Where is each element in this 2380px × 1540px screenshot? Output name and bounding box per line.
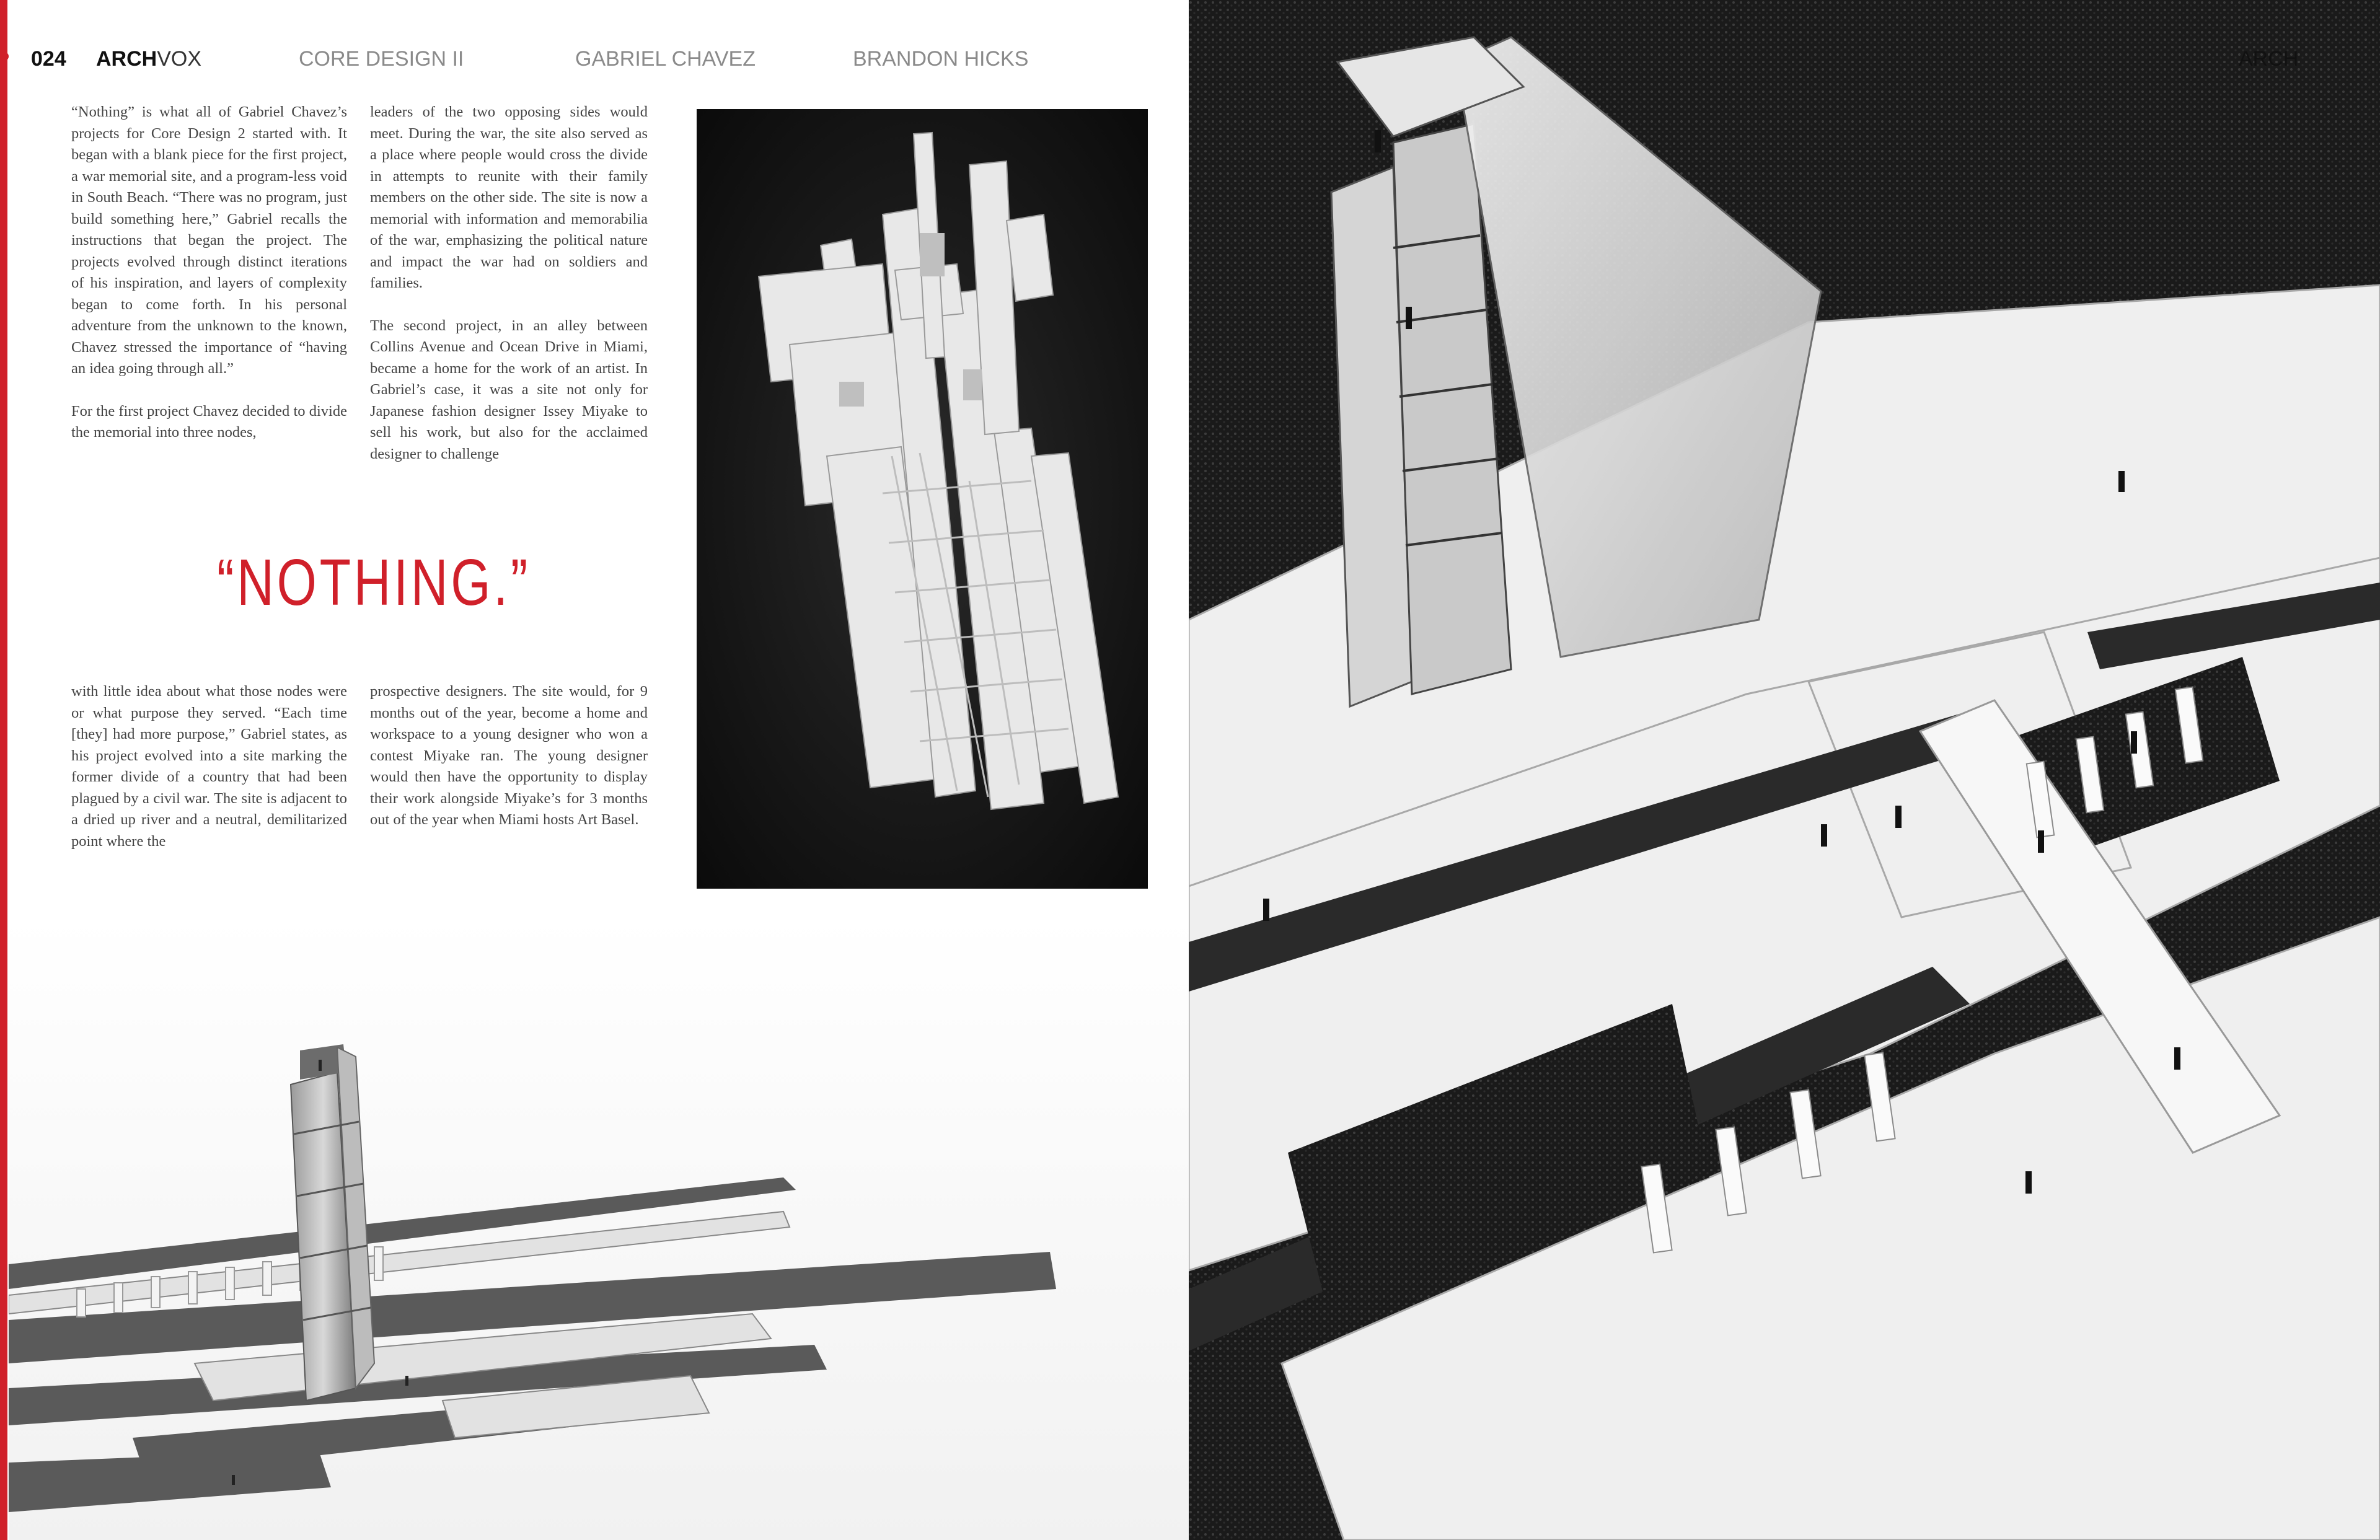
magazine-logo: [96, 45, 201, 73]
paragraph: For the first project Chavez decided to divide the memorial into three nodes,: [71, 402, 347, 441]
page-number: 024: [31, 46, 66, 71]
paragraph: leaders of the two opposing sides would meet. During the war, the site also served as a place where people would cross the divide in attempts to reunite with their family members on the other side. The site is now a memorial with information and memorabilia of the war, emphasizing the political nature and impact the war had on soldiers and families.: [370, 103, 648, 291]
header-course: CORE DESIGN II: [299, 46, 464, 71]
model-plan-illustration: [697, 109, 1148, 889]
article-column-3: [71, 681, 347, 873]
folio-marker-dot: [0, 52, 9, 61]
model-plan-photo: [697, 109, 1148, 889]
model-aerial-illustration: [1189, 0, 2380, 1540]
paragraph: with little idea about what those nodes were or what purpose they served. “Each time [they] had more purpose,” Gabriel states, as his project evolved into a site marking the former divide of a country that had been plagued by a civil war. The site is adjacent to a dried up river and a neutral, demilitarized point where the: [71, 683, 347, 850]
model-perspective-photo: [9, 917, 1189, 1540]
pull-quote: “NOTHING.”: [217, 546, 531, 619]
header-author: GABRIEL CHAVEZ: [575, 46, 756, 71]
logo-light: VOX: [157, 46, 202, 71]
logo-bold: ARCH: [96, 46, 157, 71]
model-perspective-illustration: [9, 917, 1189, 1540]
article-column-4: [370, 681, 648, 852]
article-column-1: [71, 102, 347, 465]
left-page: [0, 0, 1189, 1540]
header-editor: BRANDON HICKS: [853, 46, 1029, 71]
paragraph: “Nothing” is what all of Gabriel Chavez’s projects for Core Design 2 started with. It began with a blank piece for the first project, a war memorial site, and a program-less void in South Beach. “There was no program, just build something here,” Gabriel recalls the instructions that began the project. The projects evolved through distinct iterations of his inspiration, and layers of complexity began to come forth. In his personal adventure from the unknown to the known, Chavez stressed the importance of “having an idea going through all.”: [71, 103, 347, 377]
article-column-2: [370, 102, 648, 486]
paragraph: The second project, in an alley between Collins Avenue and Ocean Drive in Miami, became a home for the work of an artist. In Gabriel’s case, it was a site not only for Japanese fashion designer Issey Miyake to sell his work, but also for the acclaimed designer to challenge: [370, 317, 648, 462]
paragraph: prospective designers. The site would, for 9 months out of the year, become a home and workspace to a young designer who won a contest Miyake ran. The young designer would then have the opportunity to display their work alongside Miyake’s for 3 months out of the year when Miami hosts Art Basel.: [370, 683, 648, 828]
right-page-logo: ARCH: [2239, 46, 2299, 71]
right-page-photo: [1189, 0, 2380, 1540]
page-edge-rule: [0, 0, 7, 1540]
